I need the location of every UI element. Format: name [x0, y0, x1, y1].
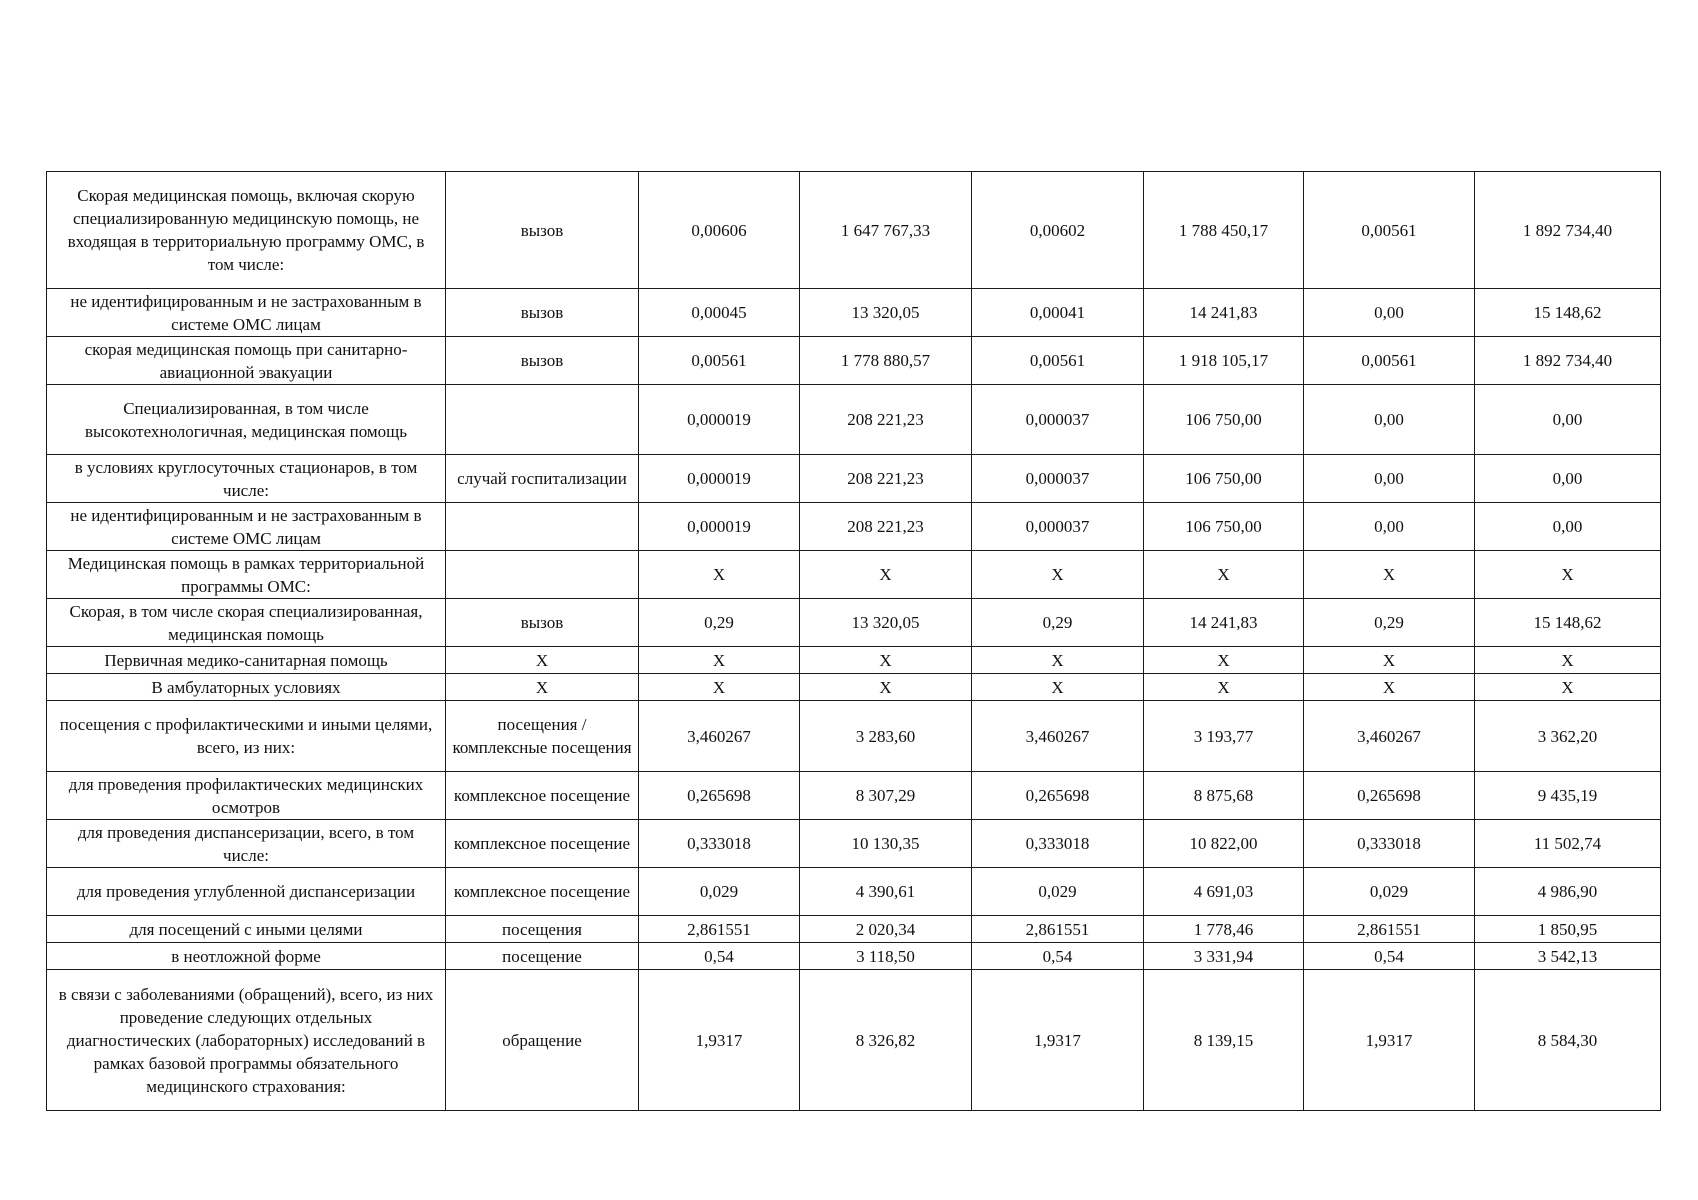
- value-cell: 0,54: [639, 943, 800, 970]
- unit-cell: посещение: [446, 943, 639, 970]
- value-cell: 0,000019: [639, 503, 800, 551]
- value-cell: 8 307,29: [800, 772, 972, 820]
- value-cell: X: [1304, 551, 1475, 599]
- value-cell: 0,265698: [1304, 772, 1475, 820]
- value-cell: 2,861551: [639, 916, 800, 943]
- value-cell: X: [972, 674, 1144, 701]
- row-name-cell: скорая медицинская помощь при санитарно-авиационной эвакуации: [47, 337, 446, 385]
- value-cell: 9 435,19: [1475, 772, 1661, 820]
- row-name-cell: посещения с профилактическими и иными целями, всего, из них:: [47, 701, 446, 772]
- value-cell: 0,29: [639, 599, 800, 647]
- value-cell: 8 326,82: [800, 970, 972, 1111]
- value-cell: X: [1475, 551, 1661, 599]
- value-cell: 0,00561: [972, 337, 1144, 385]
- value-cell: 0,00: [1304, 503, 1475, 551]
- value-cell: X: [800, 647, 972, 674]
- value-cell: 1 892 734,40: [1475, 337, 1661, 385]
- value-cell: 0,00602: [972, 172, 1144, 289]
- value-cell: 1 778 880,57: [800, 337, 972, 385]
- unit-cell: [446, 551, 639, 599]
- row-name-cell: в условиях круглосуточных стационаров, в том числе:: [47, 455, 446, 503]
- value-cell: 8 584,30: [1475, 970, 1661, 1111]
- unit-cell: посещения / комплексные посещения: [446, 701, 639, 772]
- table-row: [47, 455, 1661, 503]
- value-cell: 4 986,90: [1475, 868, 1661, 916]
- value-cell: 0,00561: [1304, 337, 1475, 385]
- value-cell: X: [800, 674, 972, 701]
- value-cell: 0,29: [972, 599, 1144, 647]
- row-name-cell: Скорая медицинская помощь, включая скорую специализированную медицинскую помощь, не входящая в территориальную программу ОМС, в том числе:: [47, 172, 446, 289]
- table-row: [47, 868, 1661, 916]
- value-cell: 1 647 767,33: [800, 172, 972, 289]
- unit-cell: случай госпитализации: [446, 455, 639, 503]
- value-cell: 14 241,83: [1144, 599, 1304, 647]
- table-row: [47, 551, 1661, 599]
- value-cell: 0,029: [972, 868, 1144, 916]
- value-cell: 208 221,23: [800, 503, 972, 551]
- value-cell: 4 390,61: [800, 868, 972, 916]
- value-cell: 11 502,74: [1475, 820, 1661, 868]
- table-row: [47, 674, 1661, 701]
- value-cell: 0,29: [1304, 599, 1475, 647]
- unit-cell: комплексное посещение: [446, 868, 639, 916]
- row-name-cell: для проведения профилактических медицинских осмотров: [47, 772, 446, 820]
- value-cell: X: [1144, 674, 1304, 701]
- value-cell: 0,54: [972, 943, 1144, 970]
- row-name-cell: для проведения углубленной диспансеризации: [47, 868, 446, 916]
- value-cell: X: [1304, 674, 1475, 701]
- row-name-cell: для посещений с иными целями: [47, 916, 446, 943]
- table-row: [47, 943, 1661, 970]
- unit-cell: вызов: [446, 172, 639, 289]
- value-cell: 3 542,13: [1475, 943, 1661, 970]
- value-cell: X: [1475, 647, 1661, 674]
- row-name-cell: в связи с заболеваниями (обращений), всего, из них проведение следующих отдельных диагностических (лабораторных) исследований в рамках базовой программы обязательного медицинского страхования:: [47, 970, 446, 1111]
- row-name-cell: Специализированная, в том числе высокотехнологичная, медицинская помощь: [47, 385, 446, 455]
- value-cell: X: [1144, 551, 1304, 599]
- value-cell: X: [639, 674, 800, 701]
- value-cell: 1,9317: [972, 970, 1144, 1111]
- value-cell: 0,00: [1475, 385, 1661, 455]
- unit-cell: комплексное посещение: [446, 820, 639, 868]
- value-cell: 3 283,60: [800, 701, 972, 772]
- row-name-cell: Скорая, в том числе скорая специализированная, медицинская помощь: [47, 599, 446, 647]
- table-row: [47, 337, 1661, 385]
- value-cell: 0,54: [1304, 943, 1475, 970]
- table-row: [47, 503, 1661, 551]
- value-cell: 0,00: [1304, 455, 1475, 503]
- value-cell: 3,460267: [972, 701, 1144, 772]
- value-cell: 1 778,46: [1144, 916, 1304, 943]
- value-cell: 13 320,05: [800, 289, 972, 337]
- value-cell: 0,000019: [639, 385, 800, 455]
- value-cell: 0,333018: [972, 820, 1144, 868]
- value-cell: 2 020,34: [800, 916, 972, 943]
- value-cell: 0,000019: [639, 455, 800, 503]
- row-name-cell: не идентифицированным и не застрахованным в системе ОМС лицам: [47, 503, 446, 551]
- value-cell: 208 221,23: [800, 455, 972, 503]
- value-cell: 0,333018: [1304, 820, 1475, 868]
- value-cell: 0,265698: [639, 772, 800, 820]
- value-cell: 0,000037: [972, 455, 1144, 503]
- row-name-cell: Медицинская помощь в рамках территориальной программы ОМС:: [47, 551, 446, 599]
- table-row: [47, 701, 1661, 772]
- value-cell: 14 241,83: [1144, 289, 1304, 337]
- value-cell: 1,9317: [1304, 970, 1475, 1111]
- value-cell: 4 691,03: [1144, 868, 1304, 916]
- value-cell: X: [1475, 674, 1661, 701]
- value-cell: 8 139,15: [1144, 970, 1304, 1111]
- value-cell: 0,000037: [972, 503, 1144, 551]
- unit-cell: комплексное посещение: [446, 772, 639, 820]
- table-row: [47, 289, 1661, 337]
- value-cell: 1 892 734,40: [1475, 172, 1661, 289]
- value-cell: X: [972, 647, 1144, 674]
- unit-cell: [446, 385, 639, 455]
- row-name-cell: в неотложной форме: [47, 943, 446, 970]
- table-row: [47, 772, 1661, 820]
- value-cell: 0,00: [1304, 385, 1475, 455]
- value-cell: 2,861551: [972, 916, 1144, 943]
- value-cell: 13 320,05: [800, 599, 972, 647]
- value-cell: 3 118,50: [800, 943, 972, 970]
- value-cell: 106 750,00: [1144, 503, 1304, 551]
- table-row: [47, 385, 1661, 455]
- table-row: [47, 647, 1661, 674]
- value-cell: 1 918 105,17: [1144, 337, 1304, 385]
- value-cell: X: [972, 551, 1144, 599]
- value-cell: 3 193,77: [1144, 701, 1304, 772]
- value-cell: 8 875,68: [1144, 772, 1304, 820]
- value-cell: X: [639, 647, 800, 674]
- unit-cell: [446, 503, 639, 551]
- table-row: [47, 820, 1661, 868]
- table-row: [47, 970, 1661, 1111]
- unit-cell: X: [446, 647, 639, 674]
- row-name-cell: для проведения диспансеризации, всего, в том числе:: [47, 820, 446, 868]
- value-cell: 0,00561: [639, 337, 800, 385]
- value-cell: X: [1144, 647, 1304, 674]
- value-cell: X: [639, 551, 800, 599]
- value-cell: 0,00561: [1304, 172, 1475, 289]
- value-cell: 1,9317: [639, 970, 800, 1111]
- value-cell: 1 788 450,17: [1144, 172, 1304, 289]
- value-cell: 15 148,62: [1475, 289, 1661, 337]
- value-cell: 0,265698: [972, 772, 1144, 820]
- value-cell: 106 750,00: [1144, 385, 1304, 455]
- value-cell: X: [1304, 647, 1475, 674]
- table-row: [47, 599, 1661, 647]
- value-cell: 0,029: [1304, 868, 1475, 916]
- table-row: [47, 172, 1661, 289]
- value-cell: 3 362,20: [1475, 701, 1661, 772]
- value-cell: 3,460267: [1304, 701, 1475, 772]
- value-cell: 106 750,00: [1144, 455, 1304, 503]
- value-cell: 0,00: [1475, 455, 1661, 503]
- value-cell: 15 148,62: [1475, 599, 1661, 647]
- value-cell: 0,00606: [639, 172, 800, 289]
- table-row: [47, 916, 1661, 943]
- value-cell: 10 822,00: [1144, 820, 1304, 868]
- volume-cost-table: [46, 171, 1661, 1111]
- row-name-cell: В амбулаторных условиях: [47, 674, 446, 701]
- value-cell: 0,333018: [639, 820, 800, 868]
- value-cell: 3,460267: [639, 701, 800, 772]
- value-cell: 0,00: [1304, 289, 1475, 337]
- value-cell: 1 850,95: [1475, 916, 1661, 943]
- value-cell: 0,029: [639, 868, 800, 916]
- unit-cell: вызов: [446, 337, 639, 385]
- value-cell: 0,00045: [639, 289, 800, 337]
- row-name-cell: не идентифицированным и не застрахованным в системе ОМС лицам: [47, 289, 446, 337]
- value-cell: 0,00041: [972, 289, 1144, 337]
- value-cell: 2,861551: [1304, 916, 1475, 943]
- unit-cell: вызов: [446, 289, 639, 337]
- value-cell: 208 221,23: [800, 385, 972, 455]
- unit-cell: посещения: [446, 916, 639, 943]
- value-cell: X: [800, 551, 972, 599]
- unit-cell: X: [446, 674, 639, 701]
- value-cell: 0,00: [1475, 503, 1661, 551]
- value-cell: 0,000037: [972, 385, 1144, 455]
- value-cell: 3 331,94: [1144, 943, 1304, 970]
- value-cell: 10 130,35: [800, 820, 972, 868]
- row-name-cell: Первичная медико-санитарная помощь: [47, 647, 446, 674]
- unit-cell: вызов: [446, 599, 639, 647]
- unit-cell: обращение: [446, 970, 639, 1111]
